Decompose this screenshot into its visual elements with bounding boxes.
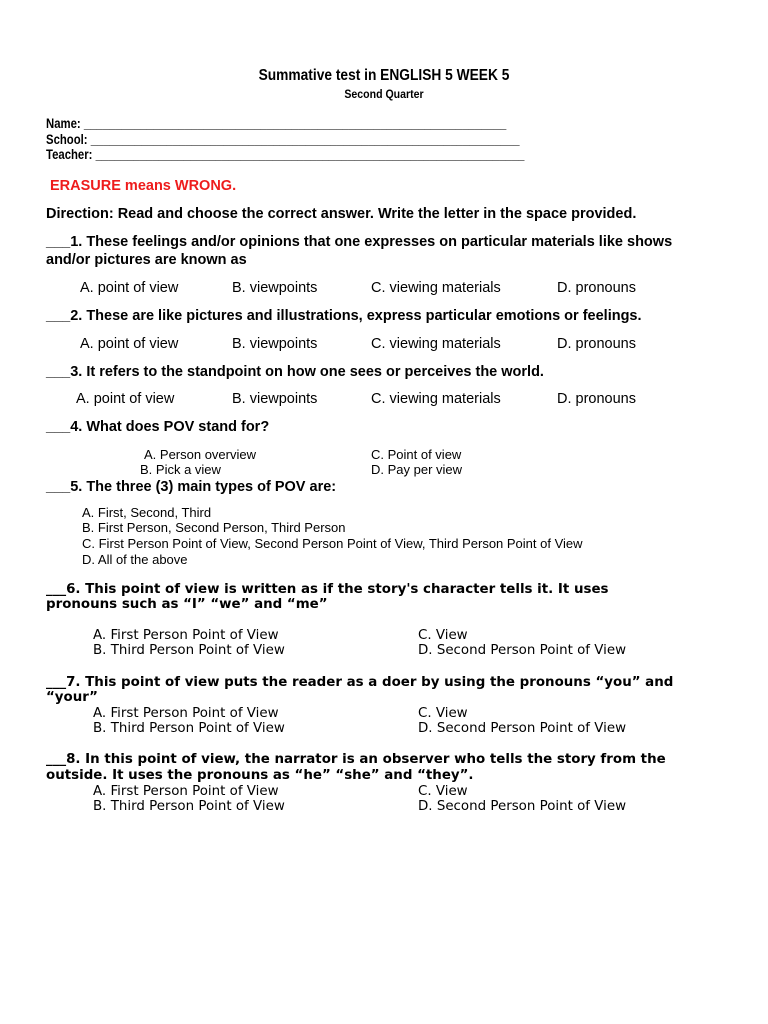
option-c: C. First Person Point of View, Second Person Point of View, Third Person Point of View: [82, 536, 583, 551]
option-d: D. All of the above: [82, 552, 188, 567]
option-a: A. point of view: [76, 391, 175, 407]
question-text: ___5. The three (3) main types of POV are:: [46, 479, 337, 495]
question-text: ___3. It refers to the standpoint on how one sees or perceives the world.: [46, 364, 544, 380]
question-text: ___6. This point of view is written as if the story's character tells it. It uses: [46, 582, 609, 597]
teacher-field: Teacher: ____________________________________________________________________: [46, 147, 525, 162]
option-c: C. Point of view: [371, 447, 462, 462]
direction-text: Direction: Read and choose the correct answer. Write the letter in the space provided.: [46, 206, 637, 222]
option-a: A. First, Second, Third: [82, 505, 212, 520]
test-title: Summative test in ENGLISH 5 WEEK 5: [258, 67, 510, 84]
option-c: C. View: [418, 706, 468, 721]
option-d: D. Second Person Point of View: [418, 799, 627, 814]
test-subtitle: Second Quarter: [344, 87, 424, 101]
option-b: B. viewpoints: [232, 280, 318, 296]
option-c: C. View: [418, 784, 468, 799]
option-d: D. pronouns: [557, 336, 636, 352]
school-field: School: ____________________________________________________________________: [46, 132, 520, 147]
option-b: B. First Person, Second Person, Third Person: [82, 520, 346, 535]
warning-text: ERASURE means WRONG.: [50, 178, 237, 194]
option-a: A. point of view: [80, 336, 179, 352]
option-b: B. Third Person Point of View: [93, 721, 285, 736]
question-text: ___1. These feelings and/or opinions that one expresses on particular materials like shows: [46, 234, 673, 250]
option-d: D. Pay per view: [371, 462, 463, 477]
question-text: ___8. In this point of view, the narrator is an observer who tells the story from the: [46, 752, 666, 767]
question-text-cont: and/or pictures are known as: [46, 252, 247, 268]
option-a: A. First Person Point of View: [93, 784, 279, 799]
option-a: A. point of view: [80, 280, 179, 296]
option-b: B. Third Person Point of View: [93, 799, 285, 814]
option-d: D. Second Person Point of View: [418, 643, 627, 658]
option-b: B. Third Person Point of View: [93, 643, 285, 658]
option-d: D. pronouns: [557, 280, 636, 296]
option-a: A. First Person Point of View: [93, 706, 279, 721]
name-field: Name: ___________________________________________________________________: [46, 116, 507, 131]
option-b: B. Pick a view: [140, 462, 221, 477]
option-a: A. Person overview: [144, 447, 256, 462]
question-text: ___4. What does POV stand for?: [46, 419, 270, 435]
option-a: A. First Person Point of View: [93, 628, 279, 643]
question-text: ___2. These are like pictures and illustrations, express particular emotions or feelings.: [46, 308, 642, 324]
option-c: C. viewing materials: [371, 336, 501, 352]
option-b: B. viewpoints: [232, 391, 318, 407]
question-text: ___7. This point of view puts the reader as a doer by using the pronouns “you” and: [46, 675, 674, 690]
question-text-cont: pronouns such as “I” “we” and “me”: [46, 597, 328, 612]
option-c: C. viewing materials: [371, 391, 501, 407]
question-text-cont: “your”: [46, 690, 98, 705]
option-d: D. pronouns: [557, 391, 636, 407]
option-c: C. View: [418, 628, 468, 643]
question-text-cont: outside. It uses the pronouns as “he” “she” and “they”.: [46, 768, 474, 783]
option-b: B. viewpoints: [232, 336, 318, 352]
option-d: D. Second Person Point of View: [418, 721, 627, 736]
option-c: C. viewing materials: [371, 280, 501, 296]
